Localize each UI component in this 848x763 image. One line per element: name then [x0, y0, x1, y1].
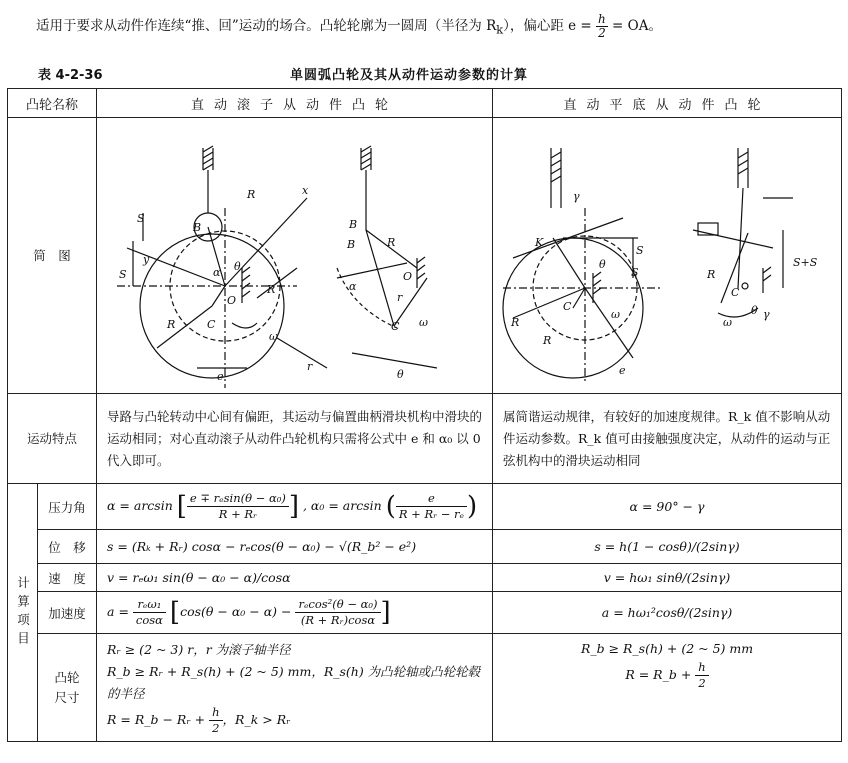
calc-name-acceleration: 加速度	[38, 592, 97, 634]
motion-right-text: 属简谐运动规律，有较好的加速度规律。R_k 值不影响从动件运动参数。R_k 值可由接触强度决定，从动件的运动与正弦机构中的滑块运动相同	[493, 394, 842, 484]
intro-frac-den: 2	[598, 26, 606, 40]
calc-name-velocity: 速 度	[38, 564, 97, 592]
calc-row-pressure-angle	[8, 484, 842, 530]
motion-row	[8, 394, 842, 484]
velocity-right-formula: v = hω₁ sinθ/(2sinγ)	[493, 564, 842, 592]
svg-text:α: α	[349, 280, 357, 293]
diagram-row	[8, 118, 842, 394]
header-cam-name: 凸轮名称	[8, 89, 97, 118]
svg-text:R: R	[267, 283, 276, 296]
svg-text:θ: θ	[234, 260, 241, 273]
calc-name-pressure-angle: 压力角	[38, 484, 97, 530]
flat-diagram-labels	[510, 190, 818, 377]
svg-text:e: e	[217, 370, 224, 383]
pa-frac2	[396, 491, 467, 522]
size-left-frac-num: h	[209, 705, 222, 721]
motion-row-label: 运动特点	[8, 394, 97, 484]
intro-text-1: 适用于要求从动件作连续“推、回”运动的场合。凸轮轮廓为一圆周（半径为 R	[36, 18, 497, 34]
size-left-frac	[209, 705, 222, 736]
svg-text:θ: θ	[751, 304, 758, 317]
motion-left-text: 导路与凸轮转动中心间有偏距，其运动与偏置曲柄滑块机构中滑块的运动相同；对心直动滚子从动件凸轮机构只需将公式中 e 和 α₀ 以 0 代入即可。	[97, 394, 493, 484]
calc-row-acceleration	[8, 592, 842, 634]
flat-follower-diagram-cell	[493, 118, 842, 394]
svg-text:S: S	[636, 244, 644, 257]
svg-text:S: S	[119, 268, 127, 281]
flat-follower-diagram	[493, 118, 842, 390]
svg-text:ω: ω	[269, 330, 278, 343]
svg-text:R: R	[543, 334, 552, 347]
svg-text:r: r	[307, 360, 313, 373]
size-left-line1: Rᵣ ≥ (2 ~ 3) r，r 为滚子轴半径	[107, 642, 291, 657]
svg-text:C: C	[391, 320, 400, 333]
svg-text:C: C	[207, 318, 216, 331]
acc-frac2	[295, 597, 380, 628]
pa-frac1-num: e ∓ rₑsin(θ − α₀)	[187, 491, 289, 507]
svg-text:θ: θ	[599, 258, 606, 271]
svg-text:γ: γ	[573, 190, 580, 203]
intro-paragraph	[0, 0, 848, 52]
pressure-angle-right-formula: α = 90° − γ	[493, 484, 842, 530]
svg-text:O: O	[403, 270, 413, 283]
size-left-line3-a: R = R_b − Rᵣ +	[107, 712, 210, 727]
cam-size-left	[97, 634, 493, 742]
size-right-line1: R_b ≥ R_s(h) + (2 ~ 5) mm	[580, 641, 754, 656]
size-right-line2	[503, 660, 831, 691]
svg-text:S: S	[137, 212, 145, 225]
size-left-line2: R_b ≥ Rᵣ + R_s(h) + (2 ~ 5) mm，R_s(h) 为凸轮轴或凸轮轮毂的半径	[107, 664, 481, 701]
acc-frac1-num: rₑω₁	[133, 597, 166, 613]
svg-text:α: α	[213, 266, 221, 279]
svg-text:ω: ω	[611, 308, 620, 321]
svg-text:r: r	[397, 291, 403, 304]
svg-text:S+S: S+S	[793, 256, 818, 269]
svg-text:γ: γ	[763, 308, 770, 321]
acc-frac1-den: cosα	[135, 613, 163, 627]
displacement-right-formula: s = h(1 − cosθ)/(2sinγ)	[493, 530, 842, 564]
acc-frac2-den: (R + Rᵣ)cosα	[300, 613, 376, 627]
svg-text:B: B	[349, 218, 358, 231]
svg-text:R: R	[247, 188, 256, 201]
svg-text:C: C	[731, 286, 740, 299]
svg-text:e: e	[619, 364, 626, 377]
svg-text:B: B	[347, 238, 356, 251]
acc-frac2-num: rₑcos²(θ − α₀)	[295, 597, 380, 613]
intro-frac-num: h	[598, 12, 606, 26]
pa-part1: α = arcsin	[107, 498, 173, 513]
svg-text:O: O	[227, 294, 237, 307]
svg-text:S: S	[631, 266, 639, 279]
roller-follower-diagram	[97, 118, 493, 390]
size-right-frac-num: h	[695, 660, 708, 676]
cam-size-right	[493, 634, 842, 742]
svg-text:R: R	[707, 268, 716, 281]
intro-fraction	[596, 13, 608, 40]
calc-group-label: 计算项目	[8, 484, 38, 742]
svg-text:θ: θ	[397, 368, 404, 381]
table-title: 单圆弧凸轮及其从动件运动参数的计算	[290, 68, 529, 83]
svg-text:C: C	[563, 300, 572, 313]
svg-text:ω: ω	[419, 316, 428, 329]
velocity-left-formula: v = rₑω₁ sin(θ − α₀ − α)/cosα	[97, 564, 493, 592]
diagram-row-label: 简 图	[8, 118, 97, 394]
pa-frac1-den: R + Rᵣ	[218, 507, 258, 521]
intro-sub-k: k	[496, 23, 504, 37]
calc-row-displacement	[8, 530, 842, 564]
calc-row-cam-size	[8, 634, 842, 742]
acc-frac1	[133, 597, 166, 628]
table-caption	[0, 52, 848, 92]
intro-text-3: = OA。	[607, 18, 662, 34]
svg-text:R: R	[387, 236, 396, 249]
displacement-left-formula: s = (Rₖ + Rᵣ) cosα − rₑcos(θ − α₀) − √(R_b² − e²)	[97, 530, 493, 564]
svg-text:K: K	[535, 236, 544, 249]
header-flat-follower: 直动平底从动件凸轮	[493, 89, 842, 118]
pa-frac2-num: e	[396, 491, 467, 507]
svg-text:R: R	[511, 316, 520, 329]
svg-text:R: R	[167, 318, 176, 331]
calc-name-displacement: 位 移	[38, 530, 97, 564]
acceleration-left-formula: a = rₑω₁ cosα [cos(θ − α₀ − α) − $\frac{\text{rₑcos²(θ − α₀)}}{\text{(R + Rᵣ)cosα}}$ ]	[97, 592, 493, 634]
size-right-frac	[695, 660, 708, 691]
calc-name-cam-size: 凸轮尺寸	[38, 634, 97, 742]
intro-text-2: ），偏心距 e =	[503, 18, 597, 34]
pa-frac2-den: R + Rᵣ − rₑ	[398, 507, 464, 521]
cam-parameter-table	[7, 88, 842, 742]
svg-text:B: B	[193, 221, 202, 234]
size-left-line3	[107, 705, 482, 736]
acc-part2: cos(θ − α₀ − α) −	[180, 604, 296, 619]
table-number: 表 4-2-36	[38, 68, 103, 83]
table-header-row	[8, 89, 842, 118]
pressure-angle-left-formula: α = arcsin [ $\frac{\text{e ∓ rₑsin(θ − α₀)}}{\text{R + Rᵣ}}$ ] , α₀ = arcsin ( $\frac{e}{\text{R + Rᵣ − rₑ}}$ )	[97, 484, 493, 530]
acceleration-right-formula: a = hω₁²cosθ/(2sinγ)	[493, 592, 842, 634]
header-roller-follower: 直动滚子从动件凸轮	[97, 89, 493, 118]
svg-text:x: x	[302, 184, 309, 197]
pa-frac1	[187, 491, 289, 522]
size-right-line2-a: R = R_b +	[625, 667, 696, 682]
acc-part1: a =	[107, 604, 133, 619]
size-left-frac-den: 2	[212, 721, 220, 735]
size-left-line3-b: ，R_k > Rᵣ	[222, 712, 291, 727]
roller-follower-diagram-cell	[97, 118, 493, 394]
size-right-frac-den: 2	[698, 676, 706, 690]
calc-row-velocity	[8, 564, 842, 592]
svg-text:ω: ω	[723, 316, 732, 329]
pa-part2: , α₀ = arcsin	[302, 498, 382, 513]
svg-text:y: y	[143, 253, 150, 266]
